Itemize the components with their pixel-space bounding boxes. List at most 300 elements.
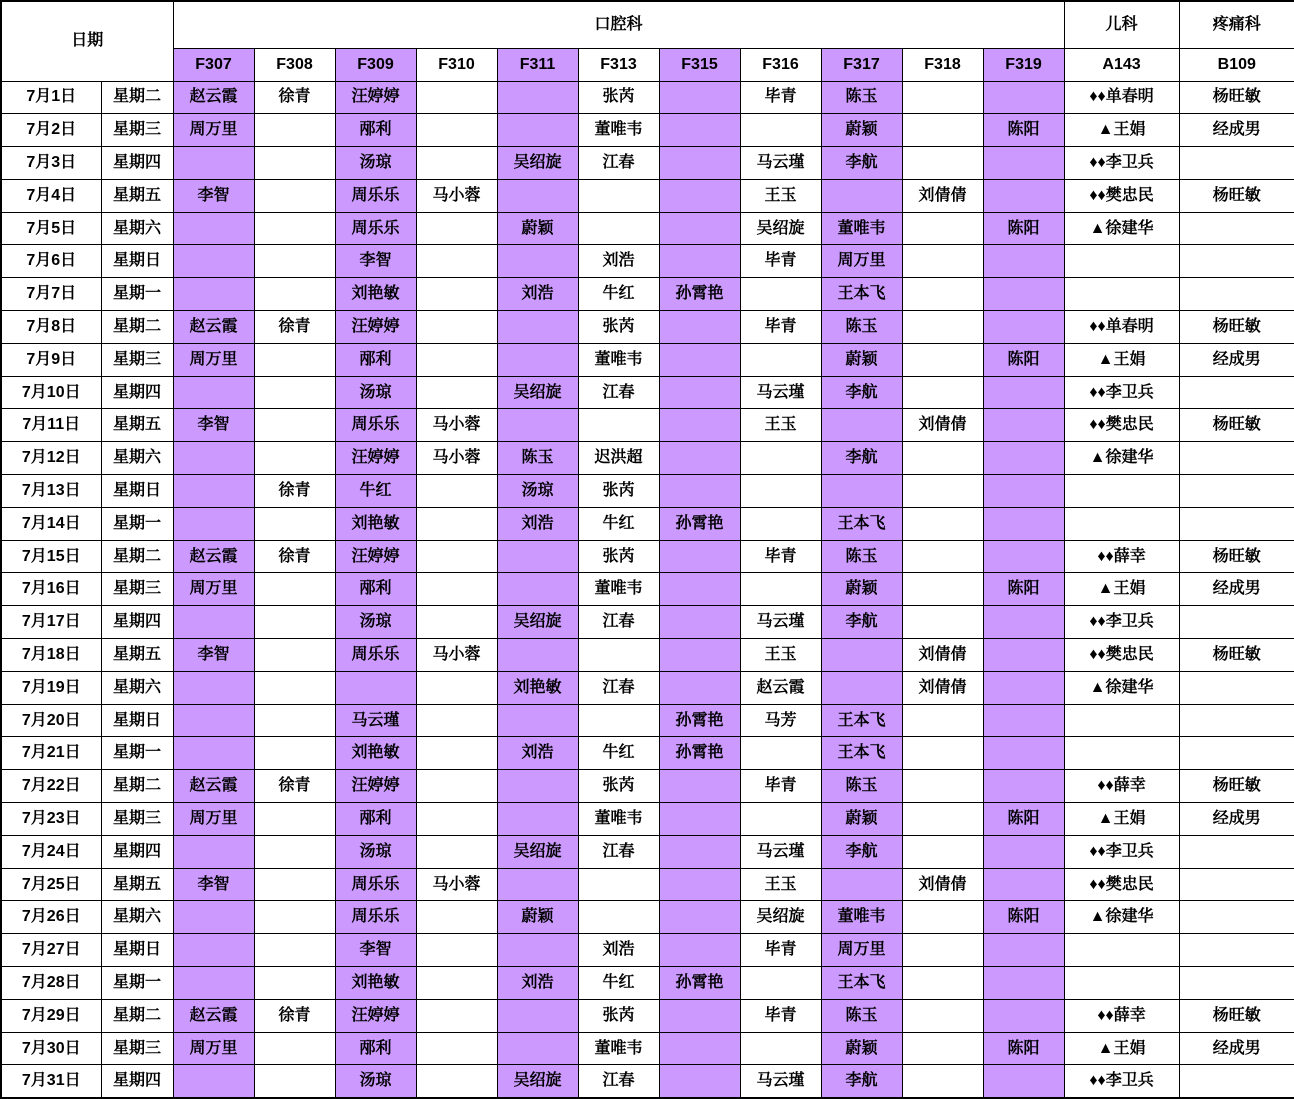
cell-b109 (1179, 671, 1294, 704)
schedule-row (1, 179, 1294, 212)
date-cell: 7月15日 (1, 540, 101, 573)
schedule-row (1, 376, 1294, 409)
dept-header-pain-clinic: 疼痛科 (1179, 1, 1294, 48)
date-cell: 7月9日 (1, 343, 101, 376)
cell-f308 (254, 573, 335, 606)
date-cell: 7月13日 (1, 475, 101, 508)
cell-f315: 孙霄艳 (659, 507, 740, 540)
cell-f313 (578, 868, 659, 901)
date-cell: 7月6日 (1, 245, 101, 278)
cell-a143: ♦♦单春明 (1064, 311, 1179, 344)
cell-a143: ▲王娟 (1064, 573, 1179, 606)
cell-f309: 周乐乐 (335, 639, 416, 672)
cell-f309: 刘艳敏 (335, 967, 416, 1000)
cell-f316: 马云瑾 (740, 606, 821, 639)
cell-f310 (416, 114, 497, 147)
cell-f307: 赵云霞 (173, 311, 254, 344)
cell-f308: 徐青 (254, 770, 335, 803)
cell-f309: 汪婷婷 (335, 442, 416, 475)
cell-f315 (659, 376, 740, 409)
weekday-cell: 星期四 (101, 147, 173, 180)
cell-f308 (254, 639, 335, 672)
cell-f311 (497, 114, 578, 147)
cell-f315 (659, 442, 740, 475)
column-header-a143: A143 (1064, 48, 1179, 81)
cell-f316: 王玉 (740, 639, 821, 672)
date-cell: 7月17日 (1, 606, 101, 639)
cell-f317: 李航 (821, 442, 902, 475)
cell-f307: 李智 (173, 868, 254, 901)
column-header-f310: F310 (416, 48, 497, 81)
cell-f317: 王本飞 (821, 737, 902, 770)
cell-f318 (902, 212, 983, 245)
schedule-row (1, 475, 1294, 508)
cell-a143: ▲王娟 (1064, 114, 1179, 147)
cell-a143: ▲徐建华 (1064, 671, 1179, 704)
cell-f311: 刘艳敏 (497, 671, 578, 704)
cell-f307 (173, 901, 254, 934)
cell-f308: 徐青 (254, 81, 335, 114)
cell-f317 (821, 868, 902, 901)
cell-f307 (173, 212, 254, 245)
cell-f307 (173, 507, 254, 540)
cell-f309: 邴利 (335, 573, 416, 606)
weekday-cell: 星期五 (101, 179, 173, 212)
schedule-row (1, 606, 1294, 639)
cell-f319 (983, 835, 1064, 868)
weekday-cell: 星期日 (101, 934, 173, 967)
column-header-f308: F308 (254, 48, 335, 81)
cell-f313: 牛红 (578, 507, 659, 540)
date-cell: 7月5日 (1, 212, 101, 245)
cell-f309: 汪婷婷 (335, 81, 416, 114)
cell-f319 (983, 278, 1064, 311)
cell-f308: 徐青 (254, 540, 335, 573)
date-cell: 7月23日 (1, 803, 101, 836)
cell-a143: ♦♦李卫兵 (1064, 376, 1179, 409)
cell-f315: 孙霄艳 (659, 278, 740, 311)
cell-f319 (983, 737, 1064, 770)
cell-f311 (497, 639, 578, 672)
cell-f315 (659, 114, 740, 147)
cell-f315 (659, 835, 740, 868)
cell-a143: ♦♦薛幸 (1064, 540, 1179, 573)
cell-f319 (983, 704, 1064, 737)
cell-f319 (983, 442, 1064, 475)
cell-a143 (1064, 934, 1179, 967)
cell-f318 (902, 114, 983, 147)
cell-f313: 江春 (578, 376, 659, 409)
cell-f308 (254, 606, 335, 639)
cell-f316 (740, 114, 821, 147)
cell-f319: 陈阳 (983, 1032, 1064, 1065)
column-header-f318: F318 (902, 48, 983, 81)
schedule-row (1, 737, 1294, 770)
cell-f310 (416, 147, 497, 180)
cell-f310 (416, 967, 497, 1000)
cell-f313 (578, 639, 659, 672)
cell-a143: ▲徐建华 (1064, 212, 1179, 245)
cell-f316: 吴绍旋 (740, 212, 821, 245)
cell-b109 (1179, 212, 1294, 245)
weekday-cell: 星期二 (101, 540, 173, 573)
cell-f318 (902, 573, 983, 606)
cell-f308 (254, 967, 335, 1000)
cell-f308 (254, 278, 335, 311)
date-cell: 7月28日 (1, 967, 101, 1000)
cell-f318 (902, 835, 983, 868)
cell-f318 (902, 540, 983, 573)
cell-b109 (1179, 868, 1294, 901)
weekday-cell: 星期一 (101, 967, 173, 1000)
cell-f308 (254, 442, 335, 475)
cell-f313: 迟洪超 (578, 442, 659, 475)
cell-f317: 王本飞 (821, 704, 902, 737)
cell-f309: 周乐乐 (335, 409, 416, 442)
cell-f313: 刘浩 (578, 934, 659, 967)
cell-f317: 周万里 (821, 934, 902, 967)
cell-a143 (1064, 245, 1179, 278)
cell-f311 (497, 868, 578, 901)
cell-f316: 马云瑾 (740, 147, 821, 180)
cell-f309: 汪婷婷 (335, 770, 416, 803)
cell-f310: 马小蓉 (416, 639, 497, 672)
schedule-row (1, 803, 1294, 836)
cell-f313 (578, 212, 659, 245)
cell-f310 (416, 1065, 497, 1098)
date-cell: 7月20日 (1, 704, 101, 737)
cell-f317: 李航 (821, 376, 902, 409)
cell-f319 (983, 606, 1064, 639)
schedule-row (1, 278, 1294, 311)
cell-a143: ♦♦李卫兵 (1064, 147, 1179, 180)
cell-f311 (497, 179, 578, 212)
cell-b109 (1179, 606, 1294, 639)
cell-f310 (416, 901, 497, 934)
cell-f310 (416, 212, 497, 245)
weekday-cell: 星期六 (101, 901, 173, 934)
cell-f319 (983, 507, 1064, 540)
cell-a143: ♦♦樊忠民 (1064, 639, 1179, 672)
cell-f313: 董唯韦 (578, 573, 659, 606)
cell-f307 (173, 967, 254, 1000)
cell-f308 (254, 803, 335, 836)
cell-a143: ♦♦薛幸 (1064, 999, 1179, 1032)
cell-f319 (983, 934, 1064, 967)
cell-f307: 周万里 (173, 343, 254, 376)
cell-b109 (1179, 245, 1294, 278)
cell-f311: 吴绍旋 (497, 147, 578, 180)
cell-f318 (902, 934, 983, 967)
cell-f308 (254, 409, 335, 442)
cell-f316 (740, 967, 821, 1000)
cell-f311: 汤琼 (497, 475, 578, 508)
column-header-f319: F319 (983, 48, 1064, 81)
cell-f315 (659, 311, 740, 344)
cell-f311 (497, 81, 578, 114)
cell-f315 (659, 540, 740, 573)
cell-f319: 陈阳 (983, 901, 1064, 934)
cell-b109: 杨旺敏 (1179, 540, 1294, 573)
cell-f309: 邴利 (335, 343, 416, 376)
cell-f310 (416, 1032, 497, 1065)
cell-f315 (659, 770, 740, 803)
cell-f313 (578, 179, 659, 212)
cell-f318 (902, 606, 983, 639)
weekday-cell: 星期四 (101, 376, 173, 409)
cell-f308 (254, 343, 335, 376)
cell-f309: 邴利 (335, 114, 416, 147)
cell-f309: 李智 (335, 934, 416, 967)
cell-f315 (659, 573, 740, 606)
cell-f310 (416, 311, 497, 344)
cell-f308 (254, 704, 335, 737)
date-cell: 7月18日 (1, 639, 101, 672)
cell-f316: 王玉 (740, 868, 821, 901)
cell-f310 (416, 704, 497, 737)
cell-b109: 杨旺敏 (1179, 311, 1294, 344)
cell-f307: 赵云霞 (173, 540, 254, 573)
cell-b109 (1179, 835, 1294, 868)
date-cell: 7月3日 (1, 147, 101, 180)
cell-f313: 张芮 (578, 81, 659, 114)
schedule-row (1, 409, 1294, 442)
cell-f315 (659, 147, 740, 180)
cell-f307 (173, 671, 254, 704)
weekday-cell: 星期日 (101, 475, 173, 508)
cell-f317 (821, 475, 902, 508)
cell-f317: 蔚颖 (821, 1032, 902, 1065)
weekday-cell: 星期三 (101, 343, 173, 376)
cell-f318: 刘倩倩 (902, 179, 983, 212)
cell-a143: ♦♦樊忠民 (1064, 868, 1179, 901)
cell-f307: 周万里 (173, 1032, 254, 1065)
cell-f317: 蔚颖 (821, 803, 902, 836)
cell-f311: 吴绍旋 (497, 606, 578, 639)
cell-b109 (1179, 475, 1294, 508)
cell-f308 (254, 737, 335, 770)
cell-f313: 江春 (578, 671, 659, 704)
cell-f317 (821, 409, 902, 442)
date-cell: 7月2日 (1, 114, 101, 147)
cell-f317 (821, 671, 902, 704)
cell-f313: 张芮 (578, 475, 659, 508)
schedule-row (1, 212, 1294, 245)
weekday-cell: 星期五 (101, 868, 173, 901)
cell-f311 (497, 999, 578, 1032)
cell-f315 (659, 179, 740, 212)
cell-b109 (1179, 147, 1294, 180)
cell-b109 (1179, 967, 1294, 1000)
cell-f316: 毕青 (740, 245, 821, 278)
cell-f315 (659, 639, 740, 672)
cell-f313: 牛红 (578, 737, 659, 770)
cell-f317: 陈玉 (821, 999, 902, 1032)
cell-f307: 周万里 (173, 573, 254, 606)
cell-f315 (659, 245, 740, 278)
date-cell: 7月21日 (1, 737, 101, 770)
cell-a143: ♦♦樊忠民 (1064, 179, 1179, 212)
cell-f307 (173, 278, 254, 311)
schedule-row (1, 770, 1294, 803)
cell-f311 (497, 770, 578, 803)
cell-f307 (173, 376, 254, 409)
cell-b109: 杨旺敏 (1179, 770, 1294, 803)
weekday-cell: 星期二 (101, 311, 173, 344)
cell-f315 (659, 212, 740, 245)
weekday-cell: 星期六 (101, 671, 173, 704)
cell-f319 (983, 868, 1064, 901)
cell-f313: 江春 (578, 835, 659, 868)
cell-f317: 王本飞 (821, 967, 902, 1000)
cell-f316 (740, 573, 821, 606)
cell-f311 (497, 934, 578, 967)
column-header-f316: F316 (740, 48, 821, 81)
cell-f318 (902, 343, 983, 376)
cell-f317: 陈玉 (821, 81, 902, 114)
cell-f318 (902, 704, 983, 737)
cell-f311: 刘浩 (497, 967, 578, 1000)
schedule-row (1, 81, 1294, 114)
cell-f308 (254, 212, 335, 245)
cell-f310: 马小蓉 (416, 868, 497, 901)
date-cell: 7月29日 (1, 999, 101, 1032)
cell-f313 (578, 704, 659, 737)
cell-f310 (416, 376, 497, 409)
column-header-f309: F309 (335, 48, 416, 81)
cell-f310 (416, 278, 497, 311)
date-cell: 7月10日 (1, 376, 101, 409)
cell-f310 (416, 606, 497, 639)
cell-f319 (983, 967, 1064, 1000)
cell-f308 (254, 114, 335, 147)
cell-f319 (983, 179, 1064, 212)
cell-f318 (902, 1065, 983, 1098)
cell-f318: 刘倩倩 (902, 639, 983, 672)
schedule-row (1, 704, 1294, 737)
cell-f311 (497, 540, 578, 573)
column-header-b109: B109 (1179, 48, 1294, 81)
cell-f318 (902, 803, 983, 836)
cell-f311: 刘浩 (497, 737, 578, 770)
cell-f309: 马云瑾 (335, 704, 416, 737)
cell-f315 (659, 606, 740, 639)
cell-f307 (173, 606, 254, 639)
cell-f319 (983, 311, 1064, 344)
cell-f307: 李智 (173, 409, 254, 442)
cell-f307: 周万里 (173, 114, 254, 147)
cell-f319: 陈阳 (983, 212, 1064, 245)
cell-f313: 张芮 (578, 999, 659, 1032)
weekday-cell: 星期五 (101, 639, 173, 672)
weekday-cell: 星期日 (101, 704, 173, 737)
cell-f319 (983, 639, 1064, 672)
cell-a143 (1064, 967, 1179, 1000)
cell-f319: 陈阳 (983, 803, 1064, 836)
cell-f318 (902, 376, 983, 409)
cell-f316: 马云瑾 (740, 835, 821, 868)
cell-f310 (416, 770, 497, 803)
cell-f307: 赵云霞 (173, 770, 254, 803)
cell-f315: 孙霄艳 (659, 967, 740, 1000)
weekday-cell: 星期三 (101, 114, 173, 147)
cell-f313: 张芮 (578, 311, 659, 344)
schedule-row (1, 999, 1294, 1032)
cell-f309: 牛红 (335, 475, 416, 508)
cell-f310 (416, 803, 497, 836)
cell-f316: 毕青 (740, 934, 821, 967)
cell-a143 (1064, 475, 1179, 508)
weekday-cell: 星期四 (101, 835, 173, 868)
cell-f319 (983, 770, 1064, 803)
cell-f310 (416, 999, 497, 1032)
cell-f308: 徐青 (254, 999, 335, 1032)
column-header-f307: F307 (173, 48, 254, 81)
cell-f316: 王玉 (740, 179, 821, 212)
cell-a143 (1064, 507, 1179, 540)
cell-f318 (902, 967, 983, 1000)
date-cell: 7月26日 (1, 901, 101, 934)
cell-f311: 蔚颖 (497, 901, 578, 934)
cell-f313: 江春 (578, 606, 659, 639)
date-cell: 7月14日 (1, 507, 101, 540)
column-header-f317: F317 (821, 48, 902, 81)
schedule-row (1, 967, 1294, 1000)
cell-f307 (173, 737, 254, 770)
cell-f316 (740, 507, 821, 540)
cell-f309: 汤琼 (335, 376, 416, 409)
cell-b109 (1179, 737, 1294, 770)
cell-f316 (740, 475, 821, 508)
cell-f318 (902, 770, 983, 803)
cell-f307: 李智 (173, 179, 254, 212)
cell-f317: 王本飞 (821, 278, 902, 311)
date-cell: 7月31日 (1, 1065, 101, 1098)
cell-b109: 经成男 (1179, 343, 1294, 376)
cell-f315 (659, 343, 740, 376)
cell-f316 (740, 1032, 821, 1065)
cell-f315 (659, 901, 740, 934)
schedule-body (1, 81, 1294, 1098)
cell-f318 (902, 278, 983, 311)
cell-f309: 汪婷婷 (335, 311, 416, 344)
schedule-row (1, 835, 1294, 868)
cell-f309: 刘艳敏 (335, 507, 416, 540)
cell-f316: 毕青 (740, 540, 821, 573)
cell-f316: 赵云霞 (740, 671, 821, 704)
cell-b109 (1179, 934, 1294, 967)
schedule-row (1, 901, 1294, 934)
cell-f313: 江春 (578, 147, 659, 180)
cell-f308 (254, 868, 335, 901)
cell-f308 (254, 901, 335, 934)
cell-f309: 周乐乐 (335, 901, 416, 934)
cell-f308 (254, 835, 335, 868)
cell-f313 (578, 409, 659, 442)
date-cell: 7月30日 (1, 1032, 101, 1065)
cell-f307 (173, 835, 254, 868)
cell-f307 (173, 442, 254, 475)
cell-f313 (578, 901, 659, 934)
cell-f315 (659, 671, 740, 704)
cell-f317: 陈玉 (821, 540, 902, 573)
cell-a143: ▲王娟 (1064, 803, 1179, 836)
cell-f310 (416, 573, 497, 606)
cell-b109: 杨旺敏 (1179, 81, 1294, 114)
schedule-row (1, 507, 1294, 540)
cell-f309: 汤琼 (335, 606, 416, 639)
date-cell: 7月22日 (1, 770, 101, 803)
